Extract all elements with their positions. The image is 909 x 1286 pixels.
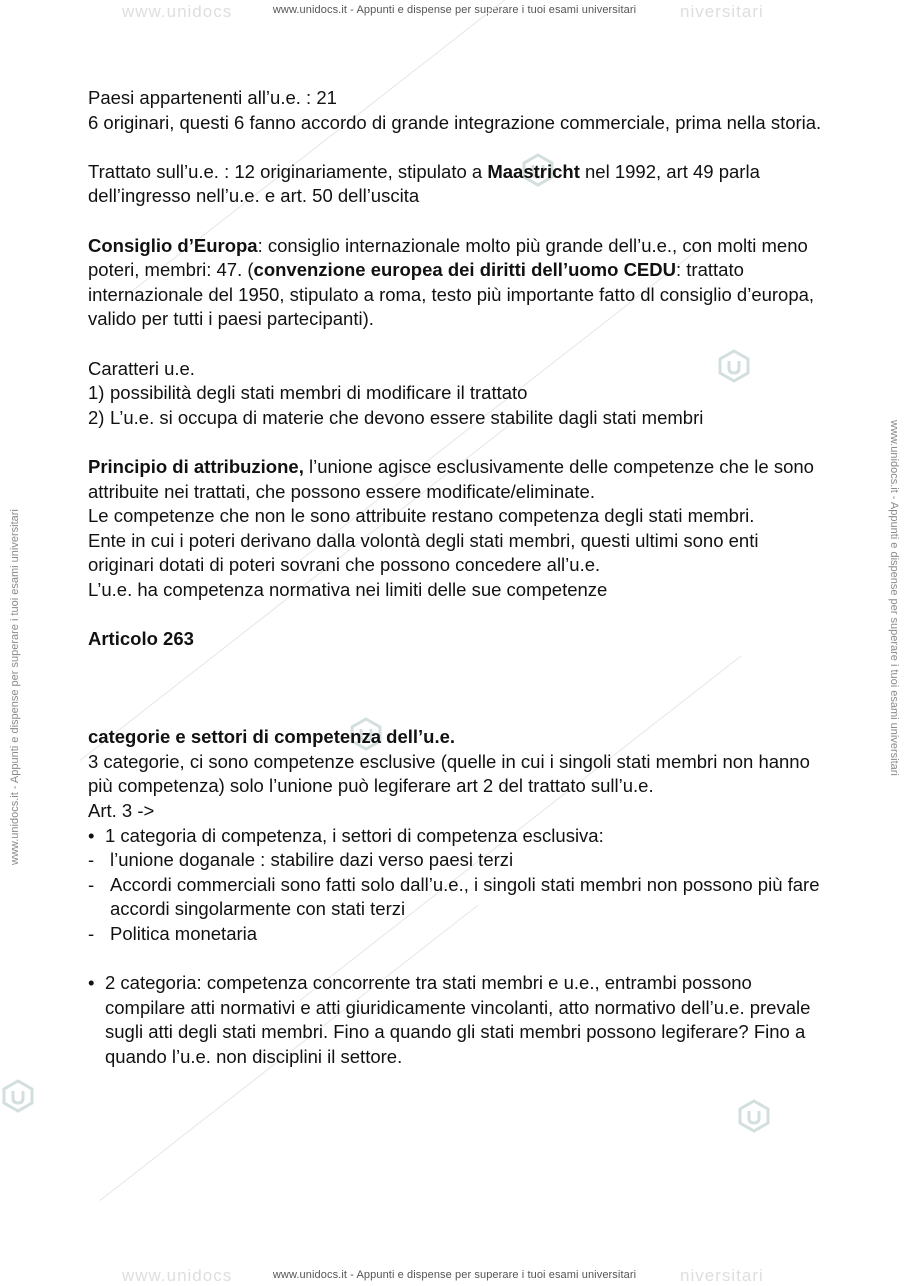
bold-term: Principio di attribuzione, [88, 455, 304, 477]
bold-term: categorie e settori di competenza dell’u.e. [88, 726, 456, 748]
text-line [88, 234, 828, 332]
list-item-text: possibilità degli stati membri di modificare il trattato [110, 382, 528, 404]
paragraph-concurrent-competence [88, 971, 828, 1069]
text-span: nel 1992, art 49 parla dell’ingresso nell’u.e. e art. 50 dell’uscita [88, 160, 760, 207]
list-marker: - [88, 873, 95, 895]
text-line [88, 160, 828, 209]
list-marker: 2) [88, 406, 105, 428]
paragraph-eu-characteristics [88, 357, 828, 431]
list-item [88, 824, 828, 849]
list-item-text: Accordi commerciali sono fatti solo dall’u.e., i singoli stati membri non possono più fare accordi singolarmente con stati terzi [110, 873, 820, 920]
text-line: Ente in cui i poteri derivano dalla volontà degli stati membri, questi ultimi sono enti originari dotati di poteri sovrani che possono concedere all’u.e. [88, 529, 759, 576]
unidocs-logo-icon [0, 1078, 36, 1114]
paragraph-member-states [88, 86, 828, 135]
paragraph-treaty [88, 160, 828, 209]
bold-term: Consiglio d’Europa [88, 234, 258, 256]
bullet-list [88, 824, 828, 849]
watermark-ghost-right-bottom: niversitari [680, 1266, 764, 1285]
section-heading [88, 725, 828, 750]
spacer [88, 676, 828, 725]
watermark-footer: www.unidocs.it - Appunti e dispense per superare i tuoi esami universitari [272, 1269, 637, 1281]
list-item [88, 971, 828, 1069]
section-heading: Caratteri u.e. [88, 357, 195, 379]
list-marker: 1) [88, 382, 105, 404]
list-marker: - [88, 923, 95, 944]
watermark-side-right: www.unidocs.it - Appunti e dispense per superare i tuoi esami universitari [888, 420, 900, 776]
list-marker: • [88, 824, 95, 846]
paragraph-attribution-principle [88, 455, 828, 603]
text-line: Art. 3 -> [88, 800, 155, 822]
list-marker: • [88, 972, 95, 994]
list-item-text: Politica monetaria [110, 923, 258, 944]
list-item [88, 848, 828, 873]
text-line: 6 originari, questi 6 fanno accordo di grande integrazione commerciale, prima nella storia. [88, 111, 822, 133]
text-line: Le competenze che non le sono attribuite restano competenza degli stati membri. [88, 505, 755, 527]
text-span: : consiglio internazionale molto più grande dell’u.e., con molti meno poteri, membri: 47. ( [88, 234, 808, 281]
list-item-text: l’unione doganale : stabilire dazi verso paesi terzi [110, 849, 514, 871]
list-item-text: 2 categoria: competenza concorrente tra stati membri e u.e., entrambi possono compilare atti normativi e atti giuridicamente vincolanti, atto normativo dell’u.e. prevale sugli atti degli stati membri. Fino a quando gli stati membri possono legiferare? Fino a quando l’u.e. non disciplini il settore. [105, 972, 811, 1067]
list-item [88, 406, 828, 431]
document-body [88, 86, 828, 1094]
watermark-ghost-left: www.unidocs [122, 2, 233, 21]
unidocs-logo-icon [736, 1098, 772, 1134]
text-span: l’unione agisce esclusivamente delle competenze che le sono attribuite nei trattati, che possono essere modificate/eliminate. [88, 455, 814, 502]
list-item [88, 922, 828, 947]
paragraph-article-263 [88, 627, 828, 652]
text-line: 3 categorie, ci sono competenze esclusive (quelle in cui i singoli stati membri non hanno più competenza) solo l’unione può legiferare art 2 del trattato sull’u.e. [88, 750, 810, 797]
text-span: Trattato sull’u.e. : 12 originariamente, stipulato a [88, 160, 488, 182]
bold-term: Articolo 263 [88, 628, 194, 650]
bold-term: convenzione europea dei diritti dell’uomo CEDU [253, 259, 676, 281]
section-heading [88, 627, 828, 652]
list-item-text: 1 categoria di competenza, i settori di competenza esclusiva: [105, 824, 604, 846]
text-line: L’u.e. ha competenza normativa nei limiti delle sue competenze [88, 578, 608, 600]
bullet-list [88, 971, 828, 1069]
paragraph-council-of-europe [88, 234, 828, 332]
paragraph-competence-categories [88, 725, 828, 946]
numbered-list [88, 381, 828, 430]
watermark-header: www.unidocs.it - Appunti e dispense per superare i tuoi esami universitari [272, 4, 637, 16]
list-item-text: L’u.e. si occupa di materie che devono essere stabilite dagli stati membri [110, 406, 704, 428]
text-line [88, 455, 828, 504]
list-item [88, 381, 828, 406]
list-marker: - [88, 849, 95, 871]
watermark-ghost-left-bottom: www.unidocs [122, 1266, 233, 1285]
text-line: Paesi appartenenti all’u.e. : 21 [88, 87, 337, 108]
bold-term: Maastricht [487, 160, 580, 182]
text-span: : trattato internazionale del 1950, stipulato a roma, testo più importante fatto dl consiglio d’europa, valido per tutti i paesi partecipanti). [88, 259, 815, 330]
watermark-ghost-right: niversitari [680, 2, 764, 21]
list-item [88, 873, 828, 922]
dash-list [88, 848, 828, 946]
watermark-side-left: www.unidocs.it - Appunti e dispense per superare i tuoi esami universitari [9, 509, 21, 865]
